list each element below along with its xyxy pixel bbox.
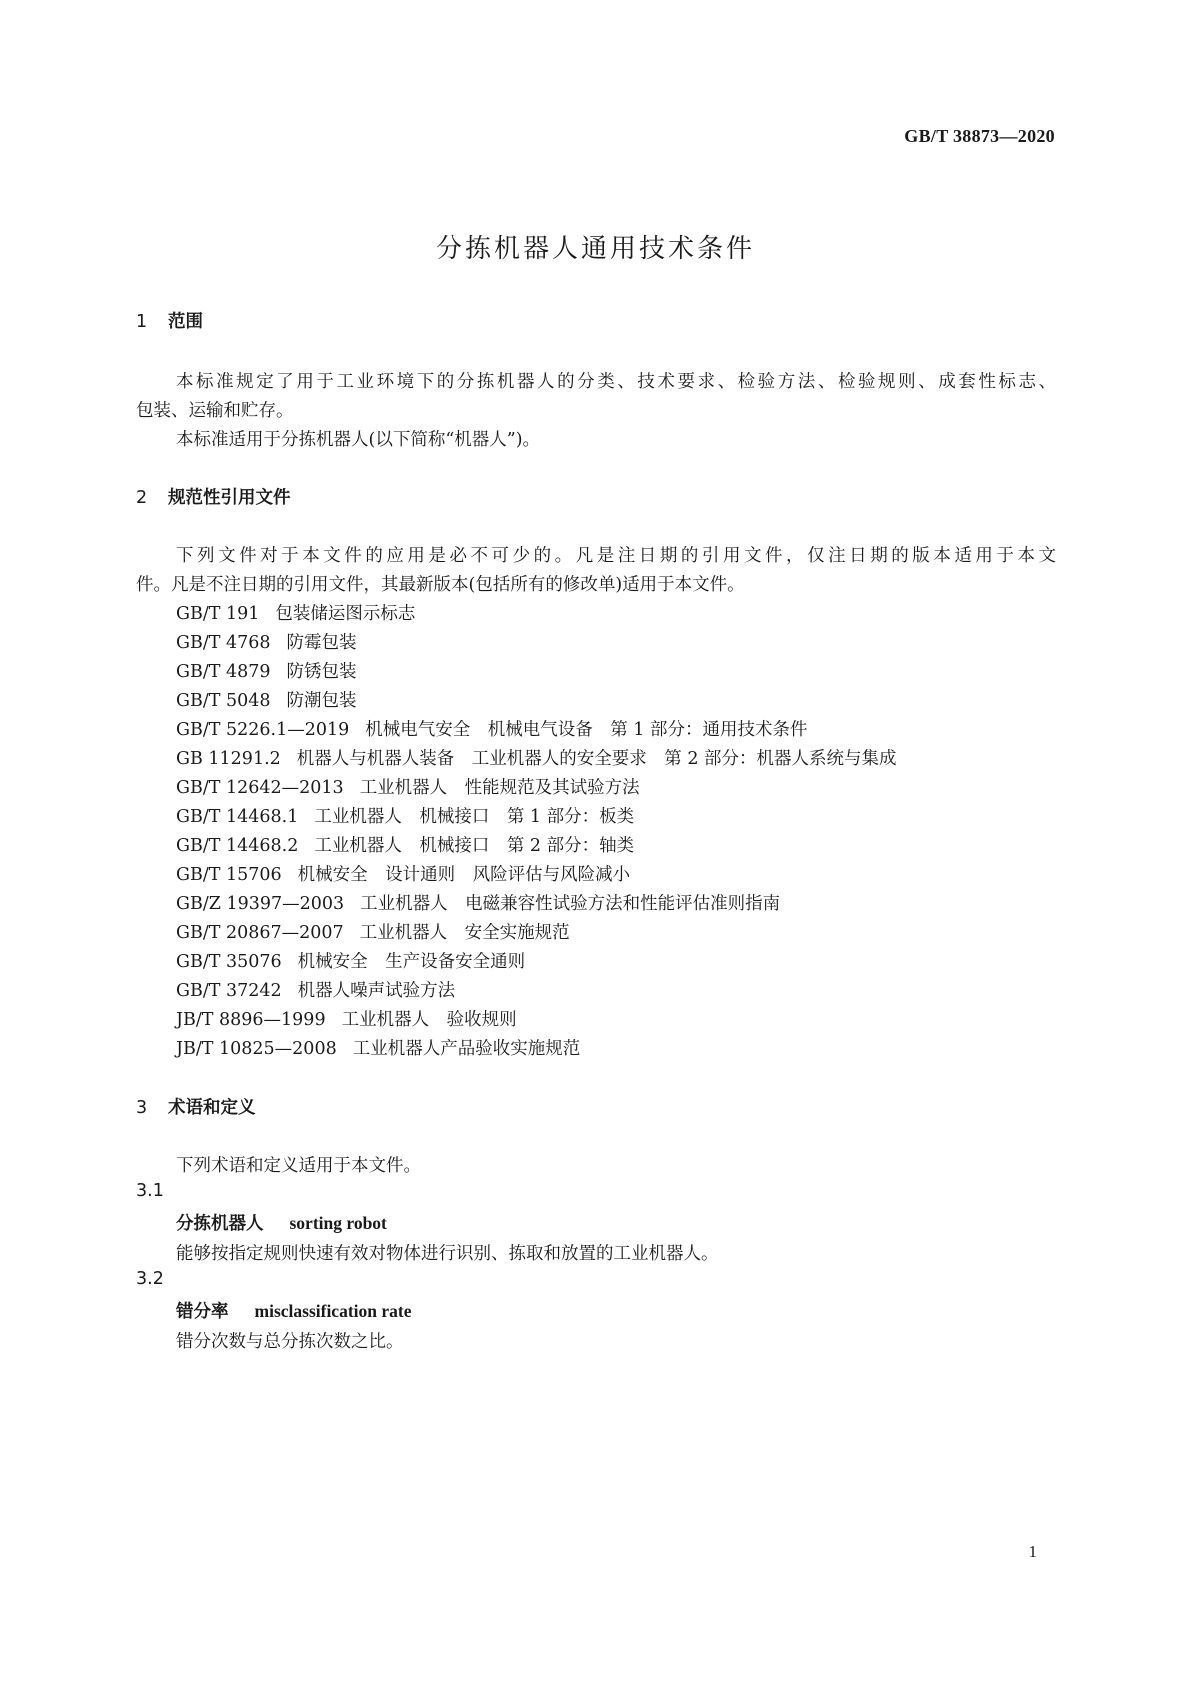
reference-item [176,832,634,857]
reference-code: GB/T 5226.1—2019 [176,720,350,740]
term-heading [176,1298,411,1323]
reference-code: GB/T 12642—2013 [176,778,344,798]
term-definition: 能够按指定规则快速有效对物体进行识别、拣取和放置的工业机器人。 [176,1244,719,1264]
references-intro-line-2: 件。凡是不注日期的引用文件，其最新版本(包括所有的修改单)适用于本文件。 [136,575,745,595]
reference-title: 工业机器人 机械接口 第 2 部分：轴类 [314,836,635,856]
reference-title: 机械电气安全 机械电气设备 第 1 部分：通用技术条件 [365,720,808,740]
reference-code: GB/T 14468.1 [176,807,299,827]
reference-title: 防潮包装 [286,691,357,711]
reference-item [176,1035,580,1060]
reference-code: GB/T 4879 [176,662,271,682]
reference-title: 机器人噪声试验方法 [297,981,456,1001]
reference-item [176,803,634,828]
reference-code: GB 11291.2 [176,749,281,769]
reference-title: 机器人与机器人装备 工业机器人的安全要求 第 2 部分：机器人系统与集成 [296,749,897,769]
reference-title: 工业机器人 性能规范及其试验方法 [359,778,640,798]
section-2-heading [136,484,291,509]
page-number: 1 [1028,1542,1037,1561]
reference-title: 机械安全 生产设备安全通则 [297,952,526,972]
reference-code: JB/T 10825—2008 [176,1039,337,1059]
reference-item [176,658,357,683]
term-number: 3.2 [136,1269,164,1289]
reference-title: 工业机器人 验收规则 [341,1010,517,1030]
reference-title: 防锈包装 [286,662,357,682]
reference-item [176,687,357,712]
section-1-heading [136,308,203,333]
reference-code: GB/T 15706 [176,865,282,885]
section-title: 范围 [168,312,203,332]
document-title: 分拣机器人通用技术条件 [435,234,755,264]
term-en: sorting robot [289,1213,387,1233]
references-intro-line-1: 下列文件对于本文件的应用是必不可少的。凡是注日期的引用文件，仅注日期的版本适用于本文 [176,546,1056,566]
reference-title: 防霉包装 [286,633,357,653]
term-number: 3.1 [136,1181,164,1201]
reference-item [176,948,525,973]
term-definition: 错分次数与总分拣次数之比。 [176,1332,404,1352]
reference-code: GB/T 37242 [176,981,282,1001]
term-en: misclassification rate [254,1301,412,1321]
scope-paragraph-line-1: 本标准规定了用于工业环境下的分拣机器人的分类、技术要求、检验方法、检验规则、成套性标志、 [176,372,1056,392]
terms-intro: 下列术语和定义适用于本文件。 [176,1156,421,1176]
reference-code: GB/T 5048 [176,691,271,711]
reference-title: 包装储运图示标志 [275,604,416,624]
term-zh: 错分率 [176,1302,229,1322]
reference-title: 工业机器人 电磁兼容性试验方法和性能评估准则指南 [360,894,781,914]
term-heading [176,1210,387,1235]
reference-code: JB/T 8896—1999 [176,1010,326,1030]
reference-item [176,1006,517,1031]
reference-code: GB/T 20867—2007 [176,923,344,943]
reference-code: GB/T 14468.2 [176,836,299,856]
section-number: 3 [136,1098,148,1118]
reference-item [176,919,570,944]
reference-title: 机械安全 设计通则 风险评估与风险减小 [297,865,631,885]
reference-item [176,600,415,625]
reference-item [176,629,357,654]
reference-code: GB/T 35076 [176,952,282,972]
reference-title: 工业机器人 机械接口 第 1 部分：板类 [314,807,635,827]
reference-item [176,861,630,886]
scope-paragraph-line-2: 包装、运输和贮存。 [136,401,294,421]
reference-item [176,716,808,741]
section-title: 规范性引用文件 [168,488,291,508]
reference-code: GB/T 191 [176,604,260,624]
term-zh: 分拣机器人 [176,1214,264,1234]
reference-title: 工业机器人产品验收实施规范 [352,1039,581,1059]
section-3-heading [136,1094,256,1119]
reference-item [176,774,640,799]
reference-item [176,745,897,770]
reference-code: GB/Z 19397—2003 [176,894,345,914]
standard-code: GB/T 38873—2020 [904,126,1055,146]
reference-code: GB/T 4768 [176,633,271,653]
reference-title: 工业机器人 安全实施规范 [359,923,570,943]
section-number: 1 [136,312,148,332]
section-number: 2 [136,488,148,508]
section-title: 术语和定义 [168,1098,256,1118]
reference-item [176,977,455,1002]
reference-item [176,890,780,915]
scope-applicability: 本标准适用于分拣机器人(以下简称“机器人”)。 [176,430,541,450]
